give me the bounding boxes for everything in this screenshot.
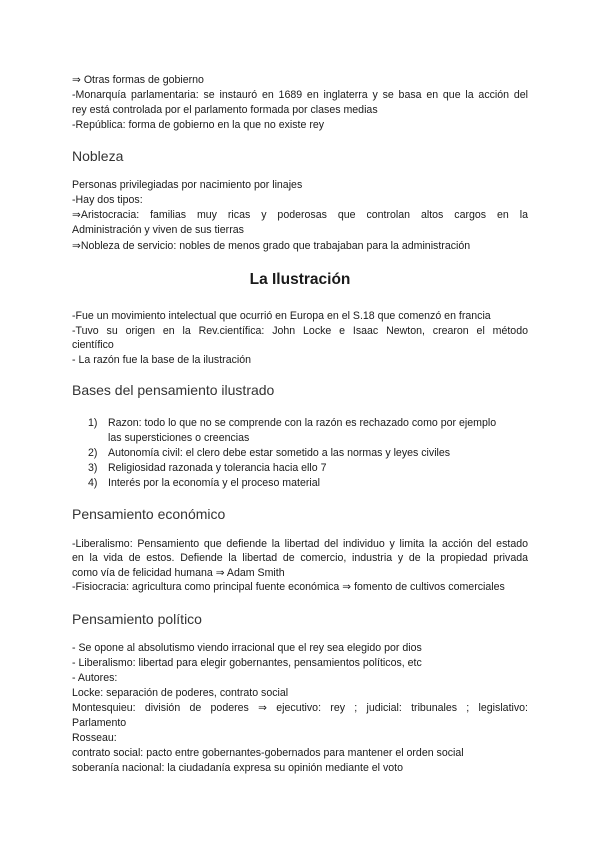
list-item: las supersticiones o creencias	[108, 432, 250, 444]
text-line: -Tuvo su origen en la Rev.científica: John Locke e Isaac Newton, crearon el método	[72, 325, 528, 337]
text-line: -Monarquía parlamentaria: se instauró en 1689 en inglaterra y se basa en que la acción del	[72, 89, 528, 101]
text-line: ⇒ Otras formas de gobierno	[72, 74, 204, 86]
text-line: - Liberalismo: libertad para elegir gobernantes, pensamientos políticos, etc	[72, 657, 422, 669]
text-line: ⇒Nobleza de servicio: nobles de menos grado que trabajaban para la administración	[72, 240, 471, 252]
text-line: -Fisiocracia: agricultura como principal fuente económica ⇒ fomento de cultivos comerciales	[72, 581, 505, 593]
text-line: Locke: separación de poderes, contrato social	[72, 687, 289, 699]
list-number: 1)	[88, 417, 98, 429]
section-heading-economico: Pensamiento económico	[72, 506, 226, 522]
text-line: contrato social: pacto entre gobernantes-gobernados para mantener el orden social	[72, 747, 464, 759]
section-heading-politico: Pensamiento político	[72, 611, 202, 627]
text-line: -Hay dos tipos:	[72, 194, 143, 206]
text-line: Administración y viven de sus tierras	[72, 224, 244, 236]
list-item: Interés por la economía y el proceso material	[108, 477, 320, 489]
text-line: - Autores:	[72, 672, 118, 684]
list-item: Autonomía civil: el clero debe estar sometido a las normas y leyes civiles	[108, 447, 451, 459]
text-line: Montesquieu: división de poderes ⇒ ejecutivo: rey ; judicial: tribunales ; legislativo:	[72, 702, 528, 714]
text-line: -Liberalismo: Pensamiento que defiende la libertad del individuo y limita la acción del estado	[72, 538, 528, 550]
text-line: -Fue un movimiento intelectual que ocurrió en Europa en el S.18 que comenzó en francia	[72, 310, 491, 322]
text-line: en la vida de estos. Defiende la libertad de comercio, industria y de la propiedad privada	[72, 552, 528, 564]
text-line: soberanía nacional: la ciudadanía expresa su opinión mediante el voto	[72, 762, 403, 774]
section-heading-nobleza: Nobleza	[72, 148, 124, 164]
list-number: 4)	[88, 477, 98, 489]
list-item: Religiosidad razonada y tolerancia hacia ello 7	[108, 462, 327, 474]
list-number: 2)	[88, 447, 98, 459]
text-line: rey está controlada por el parlamento formada por clases medias	[72, 104, 378, 116]
text-line: - Se opone al absolutismo viendo irracional que el rey sea elegido por dios	[72, 642, 422, 654]
page-title: La Ilustración	[249, 271, 351, 288]
text-line: Personas privilegiadas por nacimiento por linajes	[72, 179, 303, 191]
text-line: como vía de felicidad humana ⇒ Adam Smith	[72, 567, 285, 579]
text-line: Rosseau:	[72, 732, 117, 744]
list-item: Razon: todo lo que no se comprende con la razón es rechazado como por ejemplo	[108, 417, 497, 429]
list-number: 3)	[88, 462, 98, 474]
text-line: -República: forma de gobierno en la que no existe rey	[72, 119, 325, 131]
text-line: - La razón fue la base de la ilustración	[72, 354, 252, 366]
text-line: Parlamento	[72, 717, 127, 729]
section-heading-bases: Bases del pensamiento ilustrado	[72, 382, 275, 398]
text-line: científico	[72, 339, 114, 351]
text-line: ⇒Aristocracia: familias muy ricas y poderosas que controlan altos cargos en la	[72, 209, 528, 221]
